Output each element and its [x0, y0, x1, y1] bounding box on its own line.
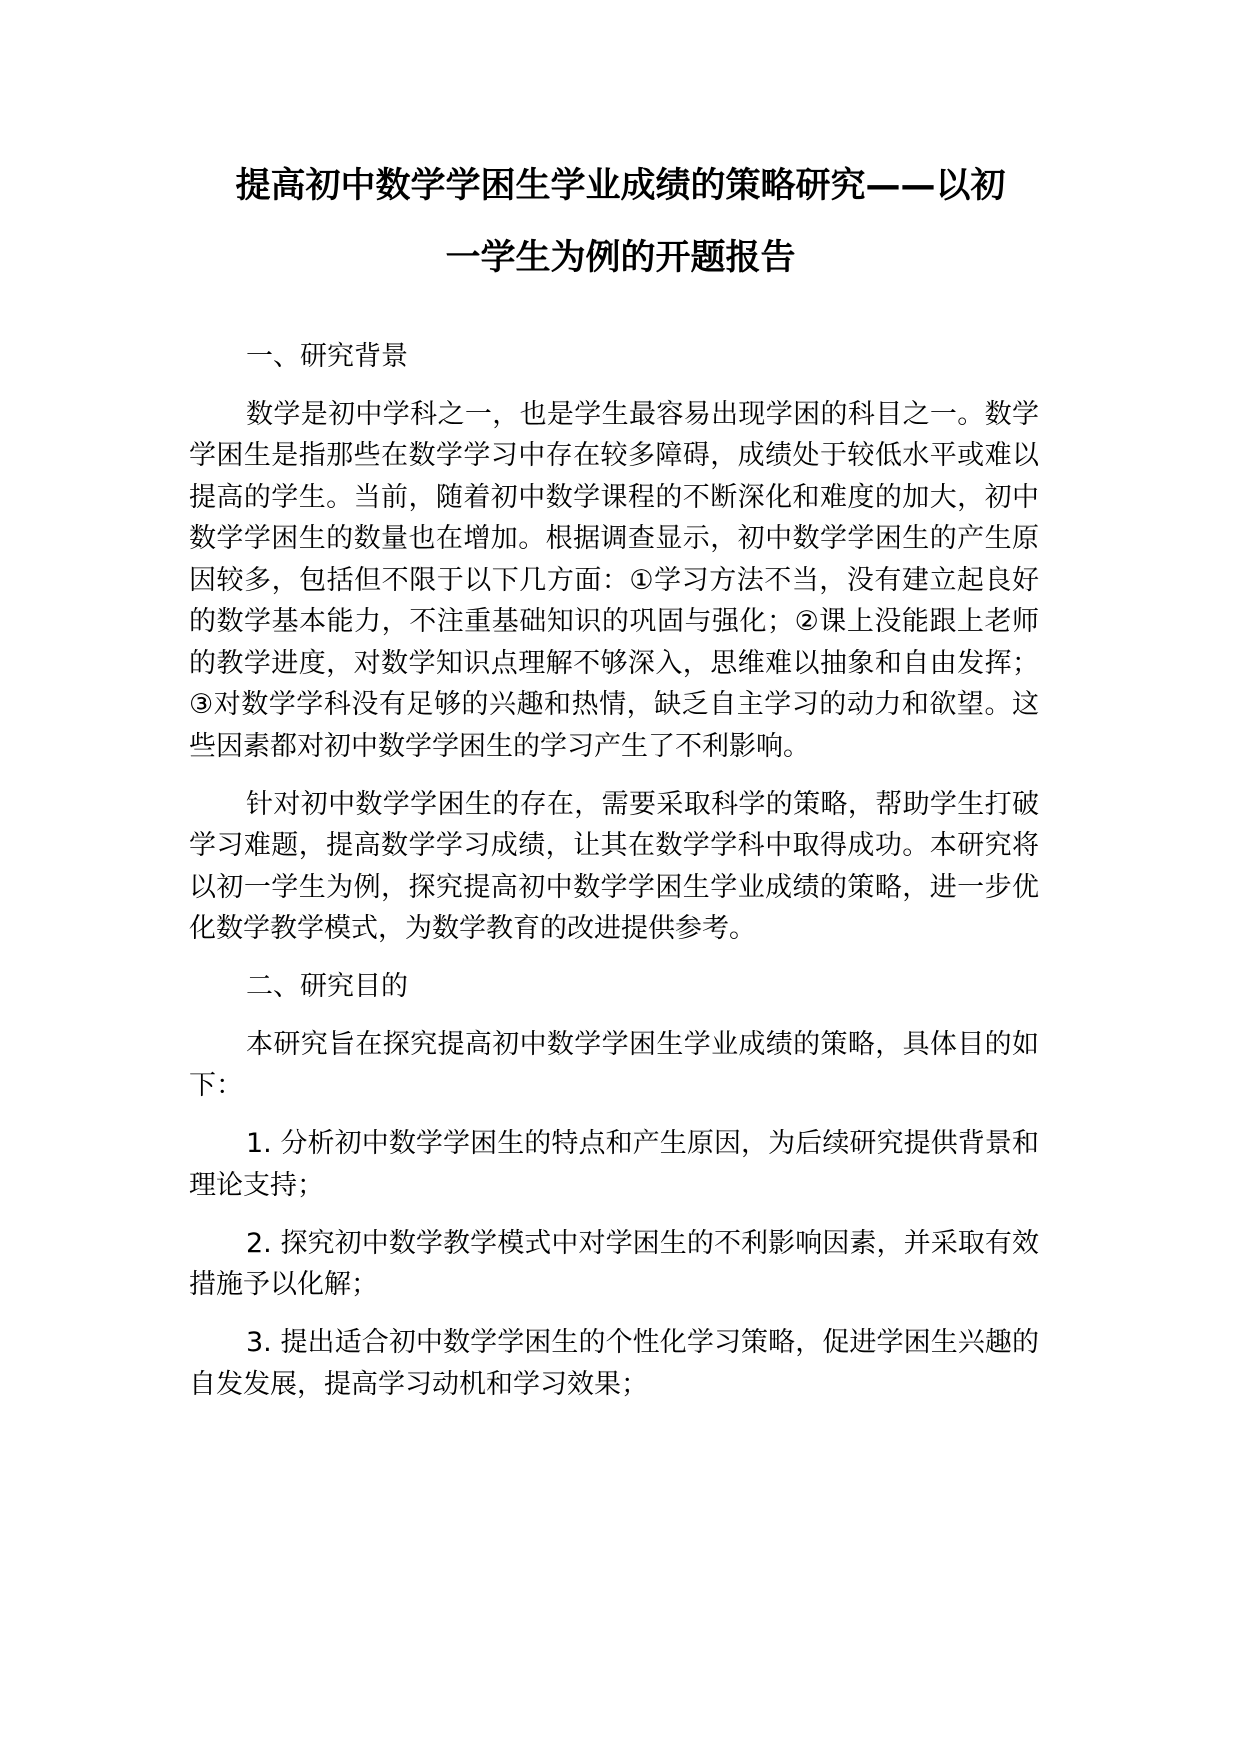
list-item-line: 措施予以化解；	[189, 1269, 378, 1300]
section-heading-background: 一、研究背景	[246, 341, 408, 372]
paragraph-line: ③对数学学科没有足够的兴趣和热情，缺乏自主学习的动力和欲望。这	[189, 689, 1039, 720]
paragraph-line: 本研究旨在探究提高初中数学学困生学业成绩的策略，具体目的如	[246, 1029, 1039, 1060]
list-item-line: 1. 分析初中数学学困生的特点和产生原因，为后续研究提供背景和	[246, 1128, 1039, 1159]
section-heading-purpose: 二、研究目的	[246, 971, 408, 1002]
paragraph-line: 因较多，包括但不限于以下几方面：①学习方法不当，没有建立起良好	[189, 565, 1039, 596]
list-item-line: 3. 提出适合初中数学学困生的个性化学习策略，促进学困生兴趣的	[246, 1327, 1039, 1358]
paragraph-line: 以初一学生为例，探究提高初中数学学困生学业成绩的策略，进一步优	[189, 872, 1039, 903]
document-title-line-2: 一学生为例的开题报告	[445, 238, 796, 278]
paragraph-line: 数学学困生的数量也在增加。根据调查显示，初中数学学困生的产生原	[189, 523, 1039, 554]
paragraph-line: 下：	[189, 1070, 243, 1101]
paragraph-line: 提高的学生。当前，随着初中数学课程的不断深化和难度的加大，初中	[189, 482, 1039, 513]
list-item-line: 2. 探究初中数学教学模式中对学困生的不利影响因素，并采取有效	[246, 1228, 1039, 1259]
document-title-line-1: 提高初中数学学困生学业成绩的策略研究——以初	[235, 166, 1006, 206]
paragraph-line: 学困生是指那些在数学学习中存在较多障碍，成绩处于较低水平或难以	[189, 440, 1039, 471]
list-item-line: 自发发展，提高学习动机和学习效果；	[189, 1369, 648, 1400]
paragraph-line: 数学是初中学科之一，也是学生最容易出现学困的科目之一。数学	[246, 399, 1039, 430]
paragraph-line: 针对初中数学学困生的存在，需要采取科学的策略，帮助学生打破	[246, 789, 1039, 820]
paragraph-line: 的教学进度，对数学知识点理解不够深入，思维难以抽象和自由发挥；	[189, 648, 1039, 679]
paragraph-line: 些因素都对初中数学学困生的学习产生了不利影响。	[189, 731, 810, 762]
paragraph-line: 学习难题，提高数学学习成绩，让其在数学学科中取得成功。本研究将	[189, 830, 1039, 861]
list-item-line: 理论支持；	[189, 1170, 324, 1201]
paragraph-line: 化数学教学模式，为数学教育的改进提供参考。	[189, 913, 756, 944]
paragraph-line: 的数学基本能力，不注重基础知识的巩固与强化；②课上没能跟上老师	[189, 606, 1039, 637]
